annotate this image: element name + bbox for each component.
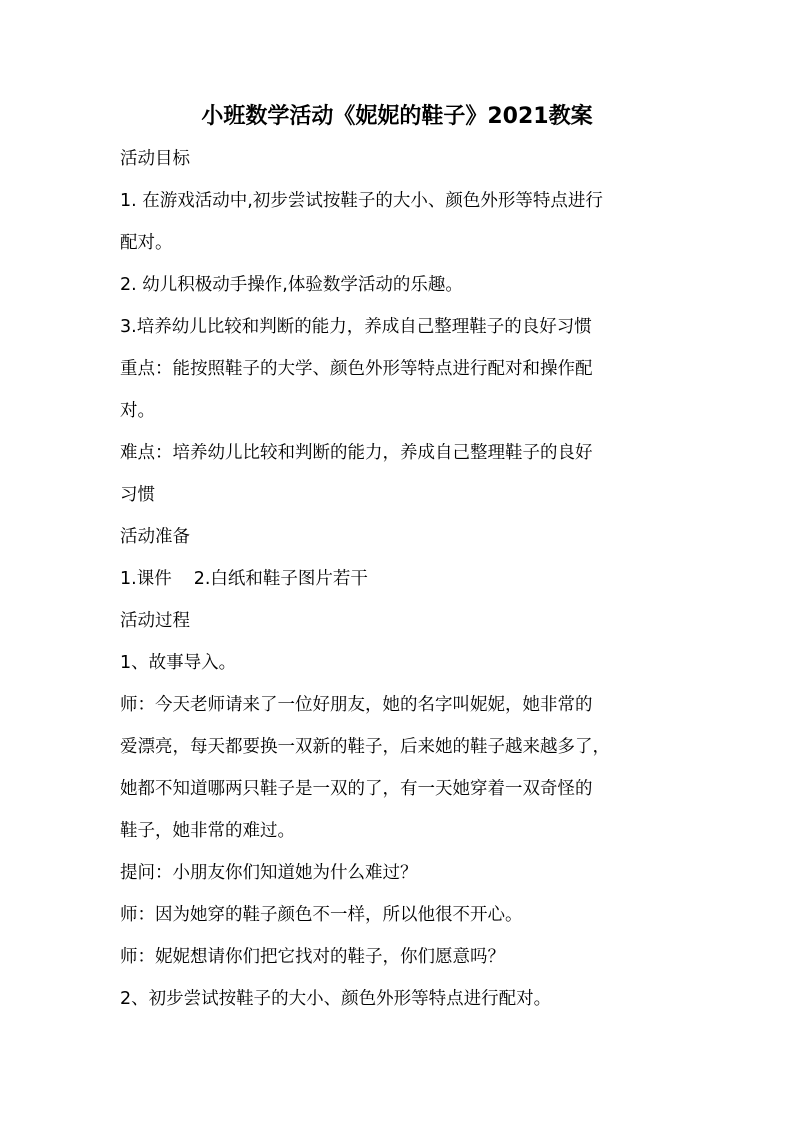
text-line: 1. 在游戏活动中,初步尝试按鞋子的大小、颜色外形等特点进行 [120,191,603,211]
document-title: 小班数学活动《妮妮的鞋子》2021教案 [201,104,593,129]
text-line: 配对。 [120,233,173,253]
prep-item-courseware: 1.课件 [120,569,172,589]
text-line: 1、故事导入。 [120,653,237,673]
text-line: 难点：培养幼儿比较和判断的能力，养成自己整理鞋子的良好 [120,443,593,463]
text-line: 师：今天老师请来了一位好朋友，她的名字叫妮妮，她非常的 [120,695,593,715]
text-line: 师：妮妮想请你们把它找对的鞋子，你们愿意吗？ [120,947,505,967]
text-line: 活动目标 [120,149,190,169]
text-line: 重点：能按照鞋子的大学、颜色外形等特点进行配对和操作配 [120,359,593,379]
text-line: 习惯 [120,485,155,505]
text-line: 提问：小朋友你们知道她为什么难过？ [120,863,418,883]
text-line: 爱漂亮，每天都要换一双新的鞋子，后来她的鞋子越来越多了， [120,737,610,757]
text-line: 2. 幼儿积极动手操作,体验数学活动的乐趣。 [120,275,463,295]
text-line: 活动过程 [120,611,190,631]
text-line: 3.培养幼儿比较和判断的能力，养成自己整理鞋子的良好习惯 [120,317,592,337]
text-line: 2、初步尝试按鞋子的大小、颜色外形等特点进行配对。 [120,989,552,1009]
text-line: 活动准备 [120,527,190,547]
text-line: 师：因为她穿的鞋子颜色不一样，所以他很不开心。 [120,905,523,925]
text-line: 对。 [120,401,155,421]
prep-item-paper: 2.白纸和鞋子图片若干 [193,569,368,589]
prep-items-line [120,565,368,593]
text-line: 她都不知道哪两只鞋子是一双的了，有一天她穿着一双奇怪的 [120,779,593,799]
text-line: 鞋子，她非常的难过。 [120,821,295,841]
